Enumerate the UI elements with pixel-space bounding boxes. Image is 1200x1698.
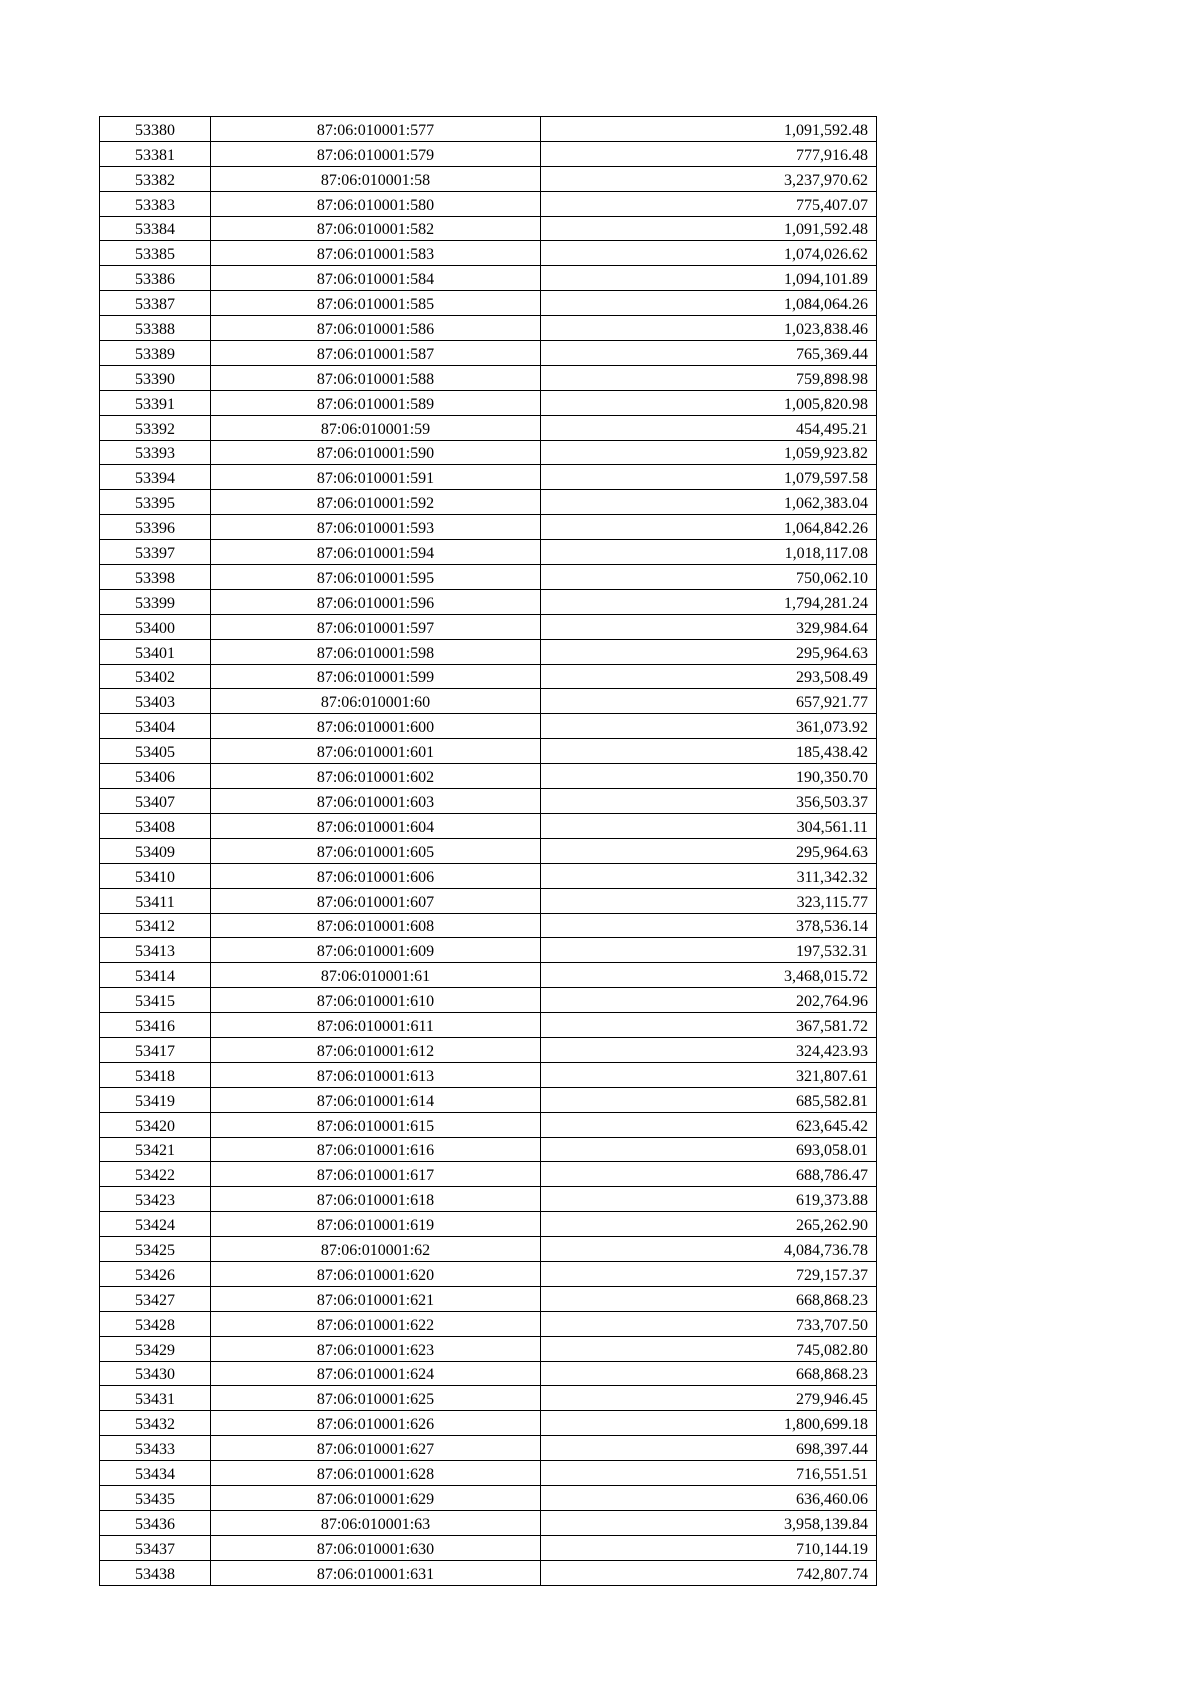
value-cell: 356,503.37: [541, 789, 877, 814]
value-cell: 1,800,699.18: [541, 1411, 877, 1436]
row-number-cell: 53415: [100, 988, 211, 1013]
row-number-cell: 53404: [100, 714, 211, 739]
cadastral-id-cell: 87:06:010001:624: [211, 1361, 541, 1386]
row-number-cell: 53421: [100, 1137, 211, 1162]
row-number-cell: 53402: [100, 664, 211, 689]
cadastral-id-cell: 87:06:010001:585: [211, 291, 541, 316]
cadastral-id-cell: 87:06:010001:591: [211, 465, 541, 490]
cadastral-id-cell: 87:06:010001:602: [211, 764, 541, 789]
table-row: [100, 1062, 877, 1087]
row-number-cell: 53429: [100, 1336, 211, 1361]
table-row: [100, 838, 877, 863]
cadastral-id-cell: 87:06:010001:618: [211, 1187, 541, 1212]
row-number-cell: 53411: [100, 888, 211, 913]
value-cell: 197,532.31: [541, 938, 877, 963]
value-cell: 765,369.44: [541, 341, 877, 366]
table-row: [100, 1112, 877, 1137]
table-row: [100, 1436, 877, 1461]
row-number-cell: 53410: [100, 863, 211, 888]
table-row: [100, 639, 877, 664]
row-number-cell: 53437: [100, 1535, 211, 1560]
cadastral-id-cell: 87:06:010001:627: [211, 1436, 541, 1461]
row-number-cell: 53413: [100, 938, 211, 963]
cadastral-id-cell: 87:06:010001:617: [211, 1162, 541, 1187]
table-row: [100, 988, 877, 1013]
row-number-cell: 53398: [100, 565, 211, 590]
row-number-cell: 53400: [100, 614, 211, 639]
value-cell: 454,495.21: [541, 415, 877, 440]
row-number-cell: 53389: [100, 341, 211, 366]
table-row: [100, 714, 877, 739]
cadastral-id-cell: 87:06:010001:60: [211, 689, 541, 714]
cadastral-id-cell: 87:06:010001:630: [211, 1535, 541, 1560]
table-row: [100, 216, 877, 241]
row-number-cell: 53428: [100, 1311, 211, 1336]
table-row: [100, 415, 877, 440]
row-number-cell: 53403: [100, 689, 211, 714]
value-cell: 295,964.63: [541, 838, 877, 863]
row-number-cell: 53423: [100, 1187, 211, 1212]
value-cell: 729,157.37: [541, 1261, 877, 1286]
value-cell: 1,023,838.46: [541, 316, 877, 341]
value-cell: 688,786.47: [541, 1162, 877, 1187]
cadastral-id-cell: 87:06:010001:61: [211, 963, 541, 988]
cadastral-id-cell: 87:06:010001:631: [211, 1560, 541, 1585]
value-cell: 324,423.93: [541, 1037, 877, 1062]
row-number-cell: 53381: [100, 141, 211, 166]
table-row: [100, 291, 877, 316]
value-cell: 321,807.61: [541, 1062, 877, 1087]
value-cell: 323,115.77: [541, 888, 877, 913]
table-row: [100, 614, 877, 639]
cadastral-id-cell: 87:06:010001:594: [211, 540, 541, 565]
value-cell: 693,058.01: [541, 1137, 877, 1162]
table-row: [100, 789, 877, 814]
value-cell: 361,073.92: [541, 714, 877, 739]
row-number-cell: 53401: [100, 639, 211, 664]
row-number-cell: 53382: [100, 166, 211, 191]
row-number-cell: 53408: [100, 813, 211, 838]
table-row: [100, 739, 877, 764]
row-number-cell: 53397: [100, 540, 211, 565]
row-number-cell: 53434: [100, 1461, 211, 1486]
value-cell: 304,561.11: [541, 813, 877, 838]
cadastral-id-cell: 87:06:010001:583: [211, 241, 541, 266]
data-table: [99, 116, 877, 1586]
row-number-cell: 53406: [100, 764, 211, 789]
table-row: [100, 241, 877, 266]
table-row: [100, 863, 877, 888]
value-cell: 202,764.96: [541, 988, 877, 1013]
cadastral-id-cell: 87:06:010001:628: [211, 1461, 541, 1486]
value-cell: 1,059,923.82: [541, 440, 877, 465]
cadastral-id-cell: 87:06:010001:586: [211, 316, 541, 341]
row-number-cell: 53433: [100, 1436, 211, 1461]
table-row: [100, 1286, 877, 1311]
row-number-cell: 53412: [100, 913, 211, 938]
cadastral-id-cell: 87:06:010001:580: [211, 191, 541, 216]
value-cell: 329,984.64: [541, 614, 877, 639]
row-number-cell: 53430: [100, 1361, 211, 1386]
table-row: [100, 141, 877, 166]
value-cell: 1,091,592.48: [541, 216, 877, 241]
value-cell: 777,916.48: [541, 141, 877, 166]
cadastral-id-cell: 87:06:010001:597: [211, 614, 541, 639]
table-row: [100, 664, 877, 689]
table-row: [100, 1013, 877, 1038]
cadastral-id-cell: 87:06:010001:620: [211, 1261, 541, 1286]
table-row: [100, 341, 877, 366]
table-row: [100, 1386, 877, 1411]
row-number-cell: 53417: [100, 1037, 211, 1062]
table-row: [100, 515, 877, 540]
table-row: [100, 764, 877, 789]
value-cell: 619,373.88: [541, 1187, 877, 1212]
value-cell: 1,084,064.26: [541, 291, 877, 316]
value-cell: 1,005,820.98: [541, 390, 877, 415]
table-row: [100, 117, 877, 142]
cadastral-id-cell: 87:06:010001:613: [211, 1062, 541, 1087]
cadastral-id-cell: 87:06:010001:595: [211, 565, 541, 590]
cadastral-id-cell: 87:06:010001:58: [211, 166, 541, 191]
value-cell: 1,064,842.26: [541, 515, 877, 540]
table-row: [100, 1237, 877, 1262]
value-cell: 750,062.10: [541, 565, 877, 590]
table-row: [100, 565, 877, 590]
cadastral-id-cell: 87:06:010001:601: [211, 739, 541, 764]
table-row: [100, 1361, 877, 1386]
value-cell: 733,707.50: [541, 1311, 877, 1336]
row-number-cell: 53385: [100, 241, 211, 266]
row-number-cell: 53383: [100, 191, 211, 216]
value-cell: 685,582.81: [541, 1087, 877, 1112]
cadastral-id-cell: 87:06:010001:592: [211, 490, 541, 515]
value-cell: 1,018,117.08: [541, 540, 877, 565]
cadastral-id-cell: 87:06:010001:603: [211, 789, 541, 814]
value-cell: 657,921.77: [541, 689, 877, 714]
value-cell: 3,237,970.62: [541, 166, 877, 191]
cadastral-id-cell: 87:06:010001:621: [211, 1286, 541, 1311]
cadastral-id-cell: 87:06:010001:615: [211, 1112, 541, 1137]
cadastral-id-cell: 87:06:010001:587: [211, 341, 541, 366]
row-number-cell: 53438: [100, 1560, 211, 1585]
cadastral-id-cell: 87:06:010001:584: [211, 266, 541, 291]
cadastral-id-cell: 87:06:010001:598: [211, 639, 541, 664]
row-number-cell: 53388: [100, 316, 211, 341]
cadastral-id-cell: 87:06:010001:577: [211, 117, 541, 142]
table-row: [100, 465, 877, 490]
table-row: [100, 1311, 877, 1336]
table-row: [100, 1087, 877, 1112]
value-cell: 668,868.23: [541, 1286, 877, 1311]
cadastral-id-cell: 87:06:010001:625: [211, 1386, 541, 1411]
row-number-cell: 53399: [100, 589, 211, 614]
table-row: [100, 1037, 877, 1062]
row-number-cell: 53391: [100, 390, 211, 415]
value-cell: 185,438.42: [541, 739, 877, 764]
row-number-cell: 53422: [100, 1162, 211, 1187]
value-cell: 1,074,026.62: [541, 241, 877, 266]
cadastral-id-cell: 87:06:010001:62: [211, 1237, 541, 1262]
table-row: [100, 1461, 877, 1486]
table-row: [100, 1162, 877, 1187]
table-row: [100, 1187, 877, 1212]
value-cell: 716,551.51: [541, 1461, 877, 1486]
row-number-cell: 53405: [100, 739, 211, 764]
row-number-cell: 53432: [100, 1411, 211, 1436]
value-cell: 636,460.06: [541, 1485, 877, 1510]
table-row: [100, 1485, 877, 1510]
cadastral-id-cell: 87:06:010001:63: [211, 1510, 541, 1535]
value-cell: 3,468,015.72: [541, 963, 877, 988]
table-row: [100, 191, 877, 216]
table-row: [100, 813, 877, 838]
row-number-cell: 53387: [100, 291, 211, 316]
value-cell: 759,898.98: [541, 365, 877, 390]
row-number-cell: 53409: [100, 838, 211, 863]
row-number-cell: 53420: [100, 1112, 211, 1137]
table-row: [100, 316, 877, 341]
row-number-cell: 53424: [100, 1212, 211, 1237]
row-number-cell: 53396: [100, 515, 211, 540]
table-row: [100, 390, 877, 415]
cadastral-id-cell: 87:06:010001:605: [211, 838, 541, 863]
cadastral-id-cell: 87:06:010001:612: [211, 1037, 541, 1062]
cadastral-id-cell: 87:06:010001:609: [211, 938, 541, 963]
cadastral-id-cell: 87:06:010001:590: [211, 440, 541, 465]
table-row: [100, 689, 877, 714]
cadastral-id-cell: 87:06:010001:599: [211, 664, 541, 689]
value-cell: 1,079,597.58: [541, 465, 877, 490]
row-number-cell: 53425: [100, 1237, 211, 1262]
table-row: [100, 266, 877, 291]
cadastral-id-cell: 87:06:010001:622: [211, 1311, 541, 1336]
value-cell: 745,082.80: [541, 1336, 877, 1361]
value-cell: 293,508.49: [541, 664, 877, 689]
cadastral-id-cell: 87:06:010001:619: [211, 1212, 541, 1237]
table-row: [100, 365, 877, 390]
cadastral-id-cell: 87:06:010001:589: [211, 390, 541, 415]
table-body: [100, 117, 877, 1586]
row-number-cell: 53426: [100, 1261, 211, 1286]
value-cell: 4,084,736.78: [541, 1237, 877, 1262]
value-cell: 1,062,383.04: [541, 490, 877, 515]
cadastral-id-cell: 87:06:010001:607: [211, 888, 541, 913]
row-number-cell: 53431: [100, 1386, 211, 1411]
value-cell: 265,262.90: [541, 1212, 877, 1237]
cadastral-id-cell: 87:06:010001:600: [211, 714, 541, 739]
table-row: [100, 440, 877, 465]
value-cell: 1,091,592.48: [541, 117, 877, 142]
table-row: [100, 589, 877, 614]
cadastral-id-cell: 87:06:010001:606: [211, 863, 541, 888]
cadastral-id-cell: 87:06:010001:59: [211, 415, 541, 440]
table-row: [100, 1137, 877, 1162]
table-row: [100, 1535, 877, 1560]
value-cell: 279,946.45: [541, 1386, 877, 1411]
cadastral-id-cell: 87:06:010001:579: [211, 141, 541, 166]
table-row: [100, 166, 877, 191]
value-cell: 378,536.14: [541, 913, 877, 938]
row-number-cell: 53416: [100, 1013, 211, 1038]
row-number-cell: 53407: [100, 789, 211, 814]
row-number-cell: 53394: [100, 465, 211, 490]
cadastral-id-cell: 87:06:010001:608: [211, 913, 541, 938]
table-row: [100, 1336, 877, 1361]
row-number-cell: 53435: [100, 1485, 211, 1510]
row-number-cell: 53393: [100, 440, 211, 465]
row-number-cell: 53419: [100, 1087, 211, 1112]
cadastral-id-cell: 87:06:010001:614: [211, 1087, 541, 1112]
cadastral-id-cell: 87:06:010001:604: [211, 813, 541, 838]
value-cell: 698,397.44: [541, 1436, 877, 1461]
cadastral-id-cell: 87:06:010001:593: [211, 515, 541, 540]
cadastral-id-cell: 87:06:010001:582: [211, 216, 541, 241]
row-number-cell: 53436: [100, 1510, 211, 1535]
value-cell: 668,868.23: [541, 1361, 877, 1386]
row-number-cell: 53384: [100, 216, 211, 241]
value-cell: 190,350.70: [541, 764, 877, 789]
cadastral-id-cell: 87:06:010001:629: [211, 1485, 541, 1510]
value-cell: 710,144.19: [541, 1535, 877, 1560]
value-cell: 1,094,101.89: [541, 266, 877, 291]
table-row: [100, 540, 877, 565]
cadastral-id-cell: 87:06:010001:626: [211, 1411, 541, 1436]
table-row: [100, 490, 877, 515]
table-row: [100, 1261, 877, 1286]
value-cell: 3,958,139.84: [541, 1510, 877, 1535]
value-cell: 623,645.42: [541, 1112, 877, 1137]
row-number-cell: 53392: [100, 415, 211, 440]
row-number-cell: 53418: [100, 1062, 211, 1087]
row-number-cell: 53395: [100, 490, 211, 515]
value-cell: 367,581.72: [541, 1013, 877, 1038]
cadastral-id-cell: 87:06:010001:616: [211, 1137, 541, 1162]
table-row: [100, 913, 877, 938]
row-number-cell: 53380: [100, 117, 211, 142]
row-number-cell: 53390: [100, 365, 211, 390]
cadastral-id-cell: 87:06:010001:610: [211, 988, 541, 1013]
row-number-cell: 53386: [100, 266, 211, 291]
table-row: [100, 1560, 877, 1585]
cadastral-id-cell: 87:06:010001:596: [211, 589, 541, 614]
value-cell: 311,342.32: [541, 863, 877, 888]
value-cell: 742,807.74: [541, 1560, 877, 1585]
cadastral-id-cell: 87:06:010001:588: [211, 365, 541, 390]
cadastral-id-cell: 87:06:010001:611: [211, 1013, 541, 1038]
table-row: [100, 1510, 877, 1535]
table-row: [100, 938, 877, 963]
row-number-cell: 53414: [100, 963, 211, 988]
table-row: [100, 1212, 877, 1237]
row-number-cell: 53427: [100, 1286, 211, 1311]
cadastral-id-cell: 87:06:010001:623: [211, 1336, 541, 1361]
value-cell: 775,407.07: [541, 191, 877, 216]
table-row: [100, 963, 877, 988]
table-row: [100, 888, 877, 913]
table-row: [100, 1411, 877, 1436]
value-cell: 1,794,281.24: [541, 589, 877, 614]
value-cell: 295,964.63: [541, 639, 877, 664]
